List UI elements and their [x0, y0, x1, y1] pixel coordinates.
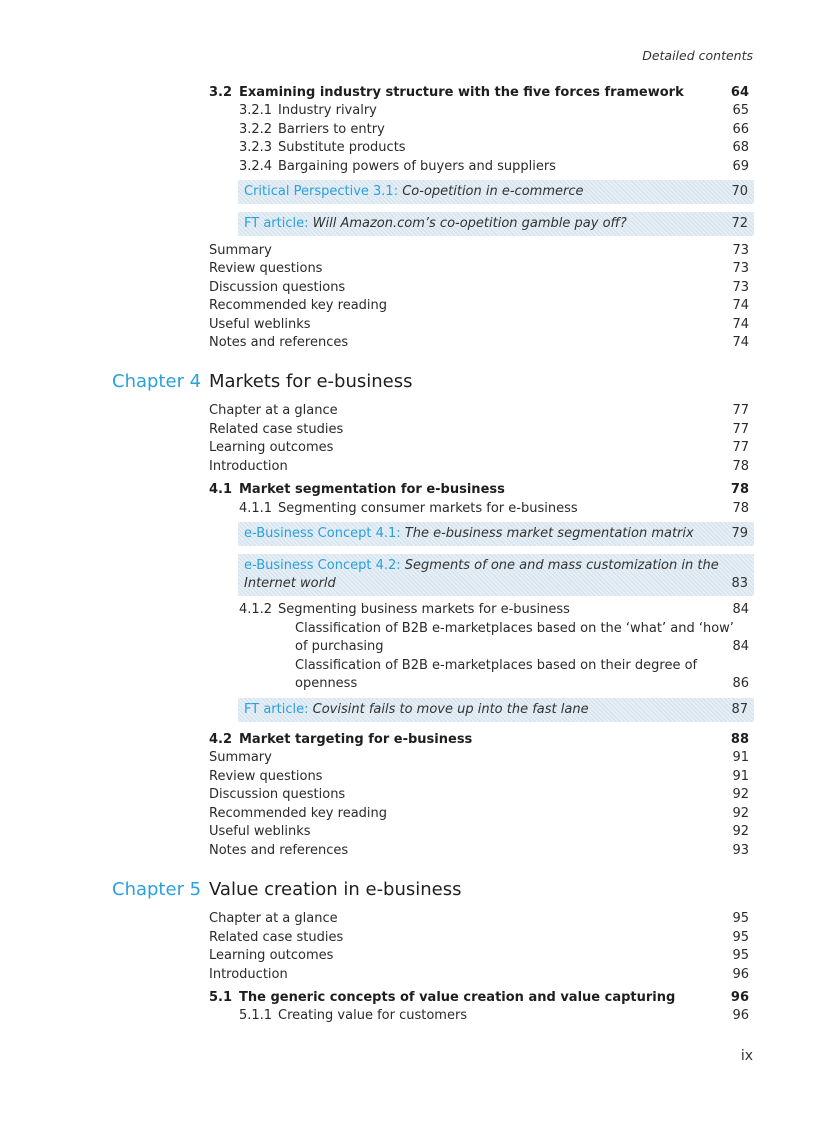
toc-entry-chapter-at-a-glance[interactable]: Chapter at a glance 95 — [209, 911, 749, 926]
toc-section-5-1[interactable]: 5.1 The generic concepts of value creation and value capturing 96 — [209, 990, 749, 1005]
chapter-5-label: Chapter 5 — [112, 879, 202, 900]
ebusiness-concept-4-1-box[interactable]: e-Business Concept 4.1: The e-business market segmentation matrix 79 — [238, 522, 754, 546]
ebusiness-concept-4-2-box[interactable]: e-Business Concept 4.2: Segments of one and mass customization in the Internet world 83 — [238, 554, 754, 596]
toc-entry-4-1-2[interactable]: 4.1.2 Segmenting business markets for e-business 84 — [239, 602, 749, 617]
toc-entry-notes-references[interactable]: Notes and references 93 — [209, 843, 749, 858]
toc-entry-recommended-reading[interactable]: Recommended key reading 92 — [209, 806, 749, 821]
page-ref: 69 — [732, 159, 749, 174]
toc-entry-b2b-what-how-cont[interactable]: of purchasing 84 — [295, 639, 749, 654]
page-ref: 65 — [732, 103, 749, 118]
toc-entry-3-2-1[interactable]: 3.2.1 Industry rivalry 65 — [239, 103, 749, 118]
toc-entry-summary[interactable]: Summary 91 — [209, 750, 749, 765]
page-ref: 64 — [730, 85, 749, 100]
toc-entry-b2b-what-how[interactable]: Classification of B2B e-marketplaces based on the ‘what’ and ‘how’ — [295, 621, 734, 636]
toc-entry-useful-weblinks[interactable]: Useful weblinks 74 — [209, 317, 749, 332]
toc-entry-notes-references[interactable]: Notes and references 74 — [209, 335, 749, 350]
toc-entry-recommended-reading[interactable]: Recommended key reading 74 — [209, 298, 749, 313]
toc-entry-3-2-2[interactable]: 3.2.2 Barriers to entry 66 — [239, 122, 749, 137]
toc-section-4-2[interactable]: 4.2 Market targeting for e-business 88 — [209, 732, 749, 747]
toc-entry-related-case-studies[interactable]: Related case studies 77 — [209, 422, 749, 437]
chapter-5-title[interactable]: Value creation in e-business — [209, 879, 462, 900]
toc-entry-learning-outcomes[interactable]: Learning outcomes 77 — [209, 440, 749, 455]
toc-entry-5-1-1[interactable]: 5.1.1 Creating value for customers 96 — [239, 1008, 749, 1023]
toc-entry-3-2-4[interactable]: 3.2.4 Bargaining powers of buyers and suppliers 69 — [239, 159, 749, 174]
ft-article-box[interactable]: FT article: Will Amazon.com’s co-opetition gamble pay off? 72 — [238, 212, 754, 236]
toc-entry-4-1-1[interactable]: 4.1.1 Segmenting consumer markets for e-business 78 — [239, 501, 749, 516]
toc-entry-introduction[interactable]: Introduction 96 — [209, 967, 749, 982]
toc-entry-chapter-at-a-glance[interactable]: Chapter at a glance 77 — [209, 403, 749, 418]
page-ref: 66 — [732, 122, 749, 137]
ft-article-covisint-box[interactable]: FT article: Covisint fails to move up into the fast lane 87 — [238, 698, 754, 722]
toc-entry-summary[interactable]: Summary 73 — [209, 243, 749, 258]
toc-entry-3-2-3[interactable]: 3.2.3 Substitute products 68 — [239, 140, 749, 155]
toc-entry-learning-outcomes[interactable]: Learning outcomes 95 — [209, 948, 749, 963]
critical-perspective-box[interactable]: Critical Perspective 3.1: Co-opetition in e-commerce 70 — [238, 180, 754, 204]
toc-section-4-1[interactable]: 4.1 Market segmentation for e-business 78 — [209, 482, 749, 497]
running-head: Detailed contents — [642, 48, 753, 63]
toc-entry-discussion-questions[interactable]: Discussion questions 92 — [209, 787, 749, 802]
toc-entry-discussion-questions[interactable]: Discussion questions 73 — [209, 280, 749, 295]
toc-entry-review-questions[interactable]: Review questions 73 — [209, 261, 749, 276]
page-number: ix — [740, 1048, 753, 1064]
toc-entry-useful-weblinks[interactable]: Useful weblinks 92 — [209, 824, 749, 839]
page-ref: 68 — [732, 140, 749, 155]
chapter-4-title[interactable]: Markets for e-business — [209, 371, 413, 392]
toc-entry-introduction[interactable]: Introduction 78 — [209, 459, 749, 474]
toc-section-3-2[interactable]: 3.2 Examining industry structure with the five forces framework 64 — [209, 85, 749, 100]
chapter-4-label: Chapter 4 — [112, 371, 202, 392]
toc-entry-b2b-openness[interactable]: Classification of B2B e-marketplaces based on their degree of — [295, 658, 698, 673]
toc-entry-related-case-studies[interactable]: Related case studies 95 — [209, 930, 749, 945]
toc-entry-b2b-openness-cont[interactable]: openness 86 — [295, 676, 749, 691]
toc-entry-review-questions[interactable]: Review questions 91 — [209, 769, 749, 784]
